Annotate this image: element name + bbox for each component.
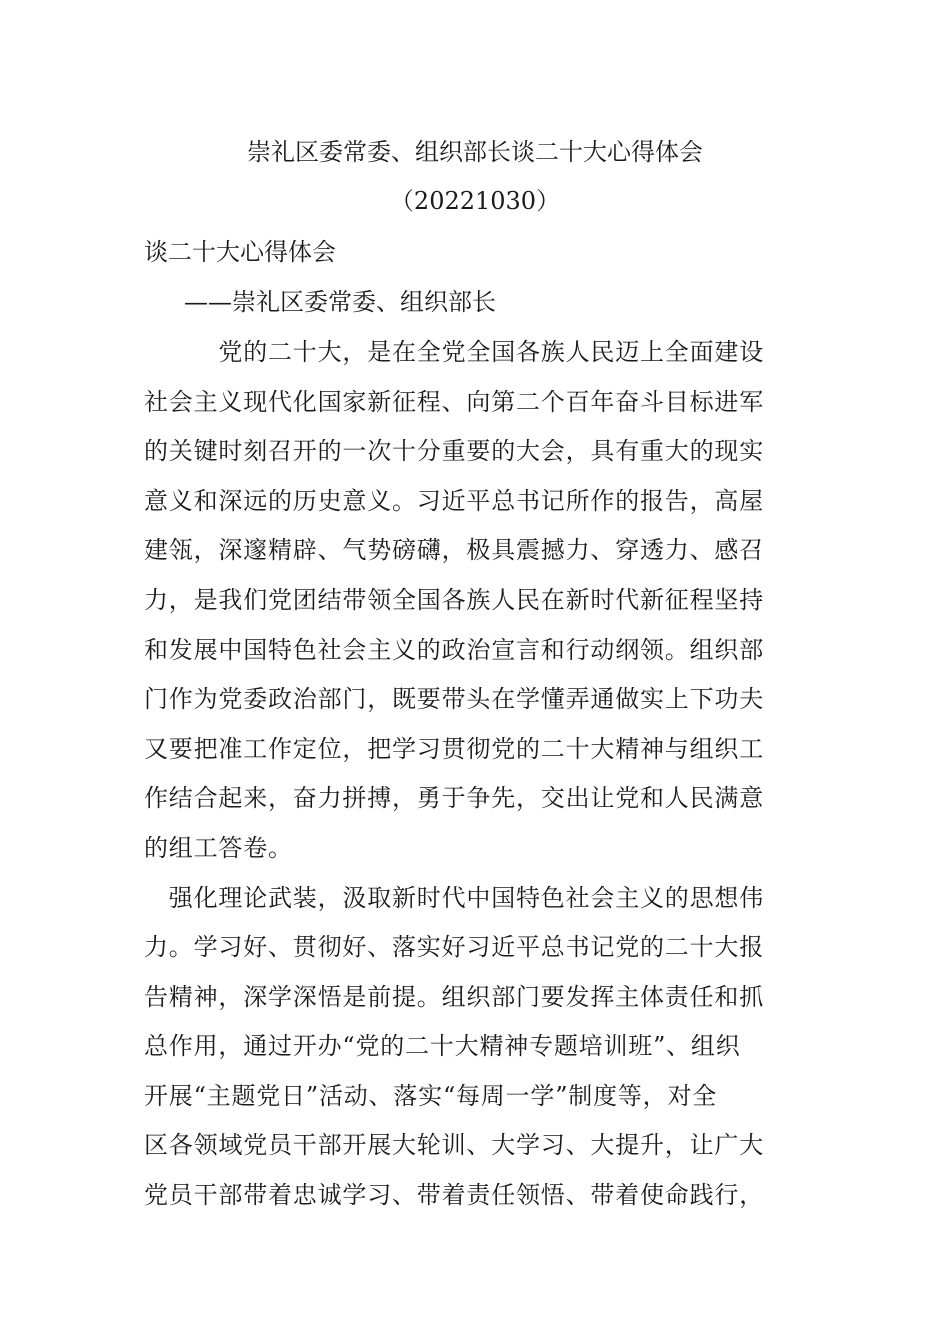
- paragraph-line: 意义和深远的历史意义。习近平总书记所作的报告，高屋: [144, 487, 764, 515]
- paragraph-line: 力，是我们党团结带领全国各族人民在新时代新征程坚持: [144, 586, 764, 614]
- document-heading: 谈二十大心得体会: [144, 238, 336, 266]
- paragraph-line: 的关键时刻召开的一次十分重要的大会，具有重大的现实: [144, 437, 764, 465]
- paragraph-line: 社会主义现代化国家新征程、向第二个百年奋斗目标进军: [144, 388, 764, 416]
- paragraph-line: 开展“主题党日”活动、落实“每周一学”制度等，对全: [144, 1082, 718, 1110]
- paragraph-line: 党的二十大，是在全党全国各族人民迈上全面建设: [144, 338, 764, 366]
- paragraph-line: 又要把准工作定位，把学习贯彻党的二十大精神与组织工: [144, 735, 764, 763]
- document-date: （20221030）: [389, 187, 561, 215]
- paragraph-line: 强化理论武装，汲取新时代中国特色社会主义的思想伟: [144, 884, 764, 912]
- paragraph-line: 党员干部带着忠诚学习、带着责任领悟、带着使命践行，: [144, 1181, 764, 1209]
- paragraph-line: 建瓴，深邃精辟、气势磅礴，极具震撼力、穿透力、感召: [144, 536, 764, 564]
- paragraph-line: 区各领域党员干部开展大轮训、大学习、大提升，让广大: [144, 1131, 764, 1159]
- paragraph-line: 总作用，通过开办“党的二十大精神专题培训班”、组织: [144, 1032, 741, 1060]
- document-byline: ——崇礼区委常委、组织部长: [184, 288, 496, 316]
- paragraph-line: 和发展中国特色社会主义的政治宣言和行动纲领。组织部: [144, 636, 764, 664]
- paragraph-line: 门作为党委政治部门，既要带头在学懂弄通做实上下功夫: [144, 685, 764, 713]
- paragraph-line: 的组工答卷。: [144, 834, 293, 862]
- paragraph-line: 告精神，深学深悟是前提。组织部门要发挥主体责任和抓: [144, 983, 764, 1011]
- document-title: 崇礼区委常委、组织部长谈二十大心得体会: [247, 138, 703, 166]
- paragraph-line: 力。学习好、贯彻好、落实好习近平总书记党的二十大报: [144, 933, 764, 961]
- paragraph-line: 作结合起来，奋力拼搏，勇于争先，交出让党和人民满意: [144, 784, 764, 812]
